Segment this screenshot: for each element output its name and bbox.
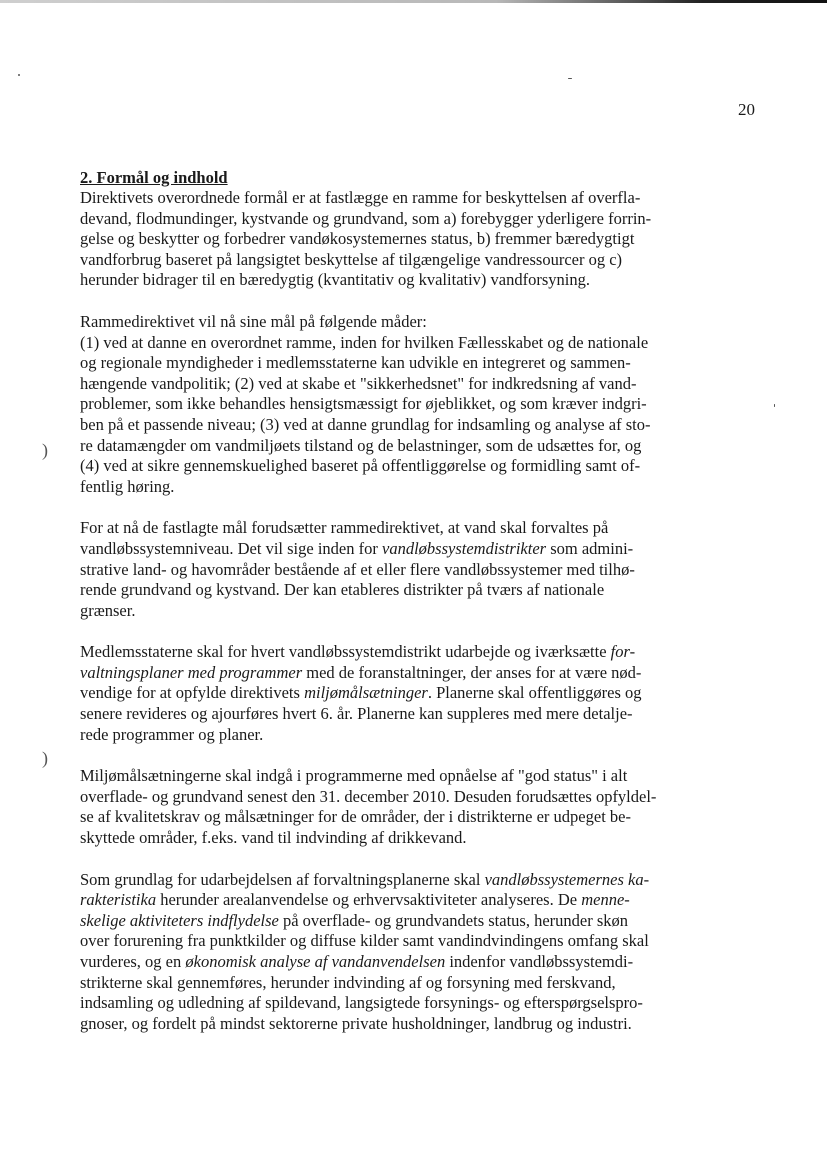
text-line: strative land- og havområder bestående af et eller flere vandløbssystemer med tilhø-: [80, 559, 635, 579]
document-body: [80, 168, 760, 1055]
text-line: og regionale myndigheder i medlemsstaterne kan udvikle en integreret og sammen-: [80, 353, 631, 373]
text-line: vendige for at opfylde direktivets miljømålsætninger. Planerne skal offentliggøres og: [80, 683, 642, 703]
text-line: Som grundlag for udarbejdelsen af forvaltningsplanerne skal vandløbssystemernes ka-: [80, 869, 650, 889]
text-line: (1) ved at danne en overordnet ramme, inden for hvilken Fællesskabet og de nationale: [80, 332, 649, 352]
text-line: overflade- og grundvand senest den 31. december 2010. Desuden forudsættes opfyldel-: [80, 786, 657, 806]
paragraph: [80, 870, 760, 1035]
text-line: rede programmer og planer.: [80, 724, 264, 744]
text-line: strikterne skal gennemføres, herunder indvinding af og forsyning med ferskvand,: [80, 972, 616, 992]
text-line: se af kvalitetskrav og målsætninger for de områder, der i distrikterne er udpeget be-: [80, 807, 631, 827]
text-line: herunder bidrager til en bæredygtig (kvantitativ og kvalitativ) vandforsyning.: [80, 270, 590, 290]
paragraph: [80, 188, 760, 291]
paragraph-list: [80, 188, 760, 1034]
paragraph: [80, 312, 760, 497]
text-line: vandløbssystemniveau. Det vil sige inden for vandløbssystemdistrikter som admini-: [80, 538, 634, 558]
text-line: fentlig høring.: [80, 476, 175, 496]
text-line: Miljømålsætningerne skal indgå i programmerne med opnåelse af "god status" i alt: [80, 766, 628, 786]
text-line: For at nå de fastlagte mål forudsætter rammedirektivet, at vand skal forvaltes på: [80, 518, 609, 538]
scan-speck: [568, 78, 572, 79]
margin-bracket-mark: ): [42, 748, 48, 768]
text-line: Direktivets overordnede formål er at fastlægge en ramme for beskyttelsen af overfla-: [80, 188, 641, 207]
text-line: grænser.: [80, 600, 136, 620]
margin-bracket-mark: ): [42, 440, 48, 460]
page-number: 20: [738, 100, 755, 119]
text-line: senere revideres og ajourføres hvert 6. år. Planerne kan suppleres med mere detalje-: [80, 704, 633, 724]
text-line: over forurening fra punktkilder og diffuse kilder samt vandindvindingens omfang skal: [80, 931, 649, 951]
scan-speck: [774, 404, 775, 407]
text-line: problemer, som ikke behandles hensigtsmæssigt for øjeblikket, og som kræver indgri-: [80, 394, 647, 414]
text-line: vandforbrug baseret på langsigtet beskyttelse af tilgængelige vandressourcer og c): [80, 249, 623, 269]
paragraph: [80, 518, 760, 621]
text-line: Medlemsstaterne skal for hvert vandløbssystemdistrikt udarbejde og iværksætte for-: [80, 642, 636, 662]
text-line: re datamængder om vandmiljøets tilstand og de belastninger, som de udsættes for, og: [80, 435, 642, 455]
paragraph: [80, 766, 760, 848]
paragraph: [80, 642, 760, 745]
page-top-edge: [0, 0, 827, 3]
scan-speck: [18, 74, 20, 76]
text-line: ben på et passende niveau; (3) ved at danne grundlag for indsamling og analyse af sto-: [80, 414, 651, 434]
text-line: Rammedirektivet vil nå sine mål på følgende måder:: [80, 311, 427, 331]
text-line: rakteristika herunder arealanvendelse og erhvervsaktiviteter analyseres. De menne-: [80, 890, 630, 910]
text-line: skelige aktiviteters indflydelse på overflade- og grundvandets status, herunder skøn: [80, 910, 629, 930]
text-line: gelse og beskytter og forbedrer vandøkosystemernes status, b) fremmer bæredygtigt: [80, 229, 635, 249]
section-heading: 2. Formål og indhold: [80, 168, 228, 187]
text-line: vurderes, og en økonomisk analyse af vandanvendelsen indenfor vandløbssystemdi-: [80, 952, 634, 971]
text-line: gnoser, og fordelt på mindst sektorerne private husholdninger, landbrug og industri.: [80, 1013, 632, 1033]
text-line: rende grundvand og kystvand. Der kan etableres distrikter på tværs af nationale: [80, 580, 605, 600]
text-line: hængende vandpolitik; (2) ved at skabe et "sikkerhedsnet" for indkredsning af vand-: [80, 373, 637, 393]
text-line: (4) ved at sikre gennemskuelighed baseret på offentliggørelse og formidling samt of-: [80, 456, 641, 476]
text-line: devand, flodmundinger, kystvande og grundvand, som a) forebygger yderligere forrin-: [80, 208, 652, 228]
text-line: skyttede områder, f.eks. vand til indvinding af drikkevand.: [80, 828, 467, 848]
text-line: valtningsplaner med programmer med de foranstaltninger, der anses for at være nød-: [80, 662, 642, 682]
text-line: indsamling og udledning af spildevand, langsigtede forsynings- og efterspørgselspro-: [80, 993, 643, 1013]
